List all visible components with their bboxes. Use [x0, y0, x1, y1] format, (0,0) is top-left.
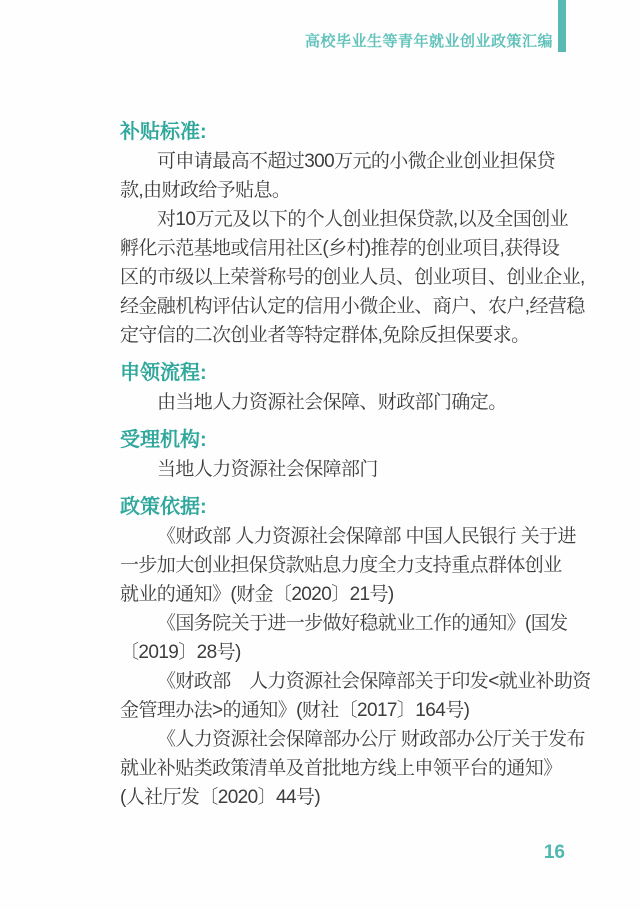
- paragraph-agency: [120, 455, 568, 484]
- text-line: 《财政部 人力资源社会保障部关于印发<就业补助资: [157, 671, 591, 692]
- section-heading-policy-basis: 政策依据:: [120, 496, 207, 518]
- text-line: 由当地人力资源社会保障、财政部门确定。: [157, 392, 507, 413]
- text-line: 定守信的二次创业者等特定群体,免除反担保要求。: [120, 325, 530, 346]
- text-line: 区的市级以上荣誉称号的创业人员、创业项目、创业企业,: [120, 267, 585, 288]
- text-line: 《人力资源社会保障部办公厅 财政部办公厅关于发布: [157, 729, 585, 750]
- paragraph-process: [120, 388, 568, 417]
- text-line: 就业补贴类政策清单及首批地方线上申领平台的通知》: [120, 758, 562, 779]
- text-line: 《国务院关于进一步做好稳就业工作的通知》(国发: [157, 613, 568, 634]
- text-line: 当地人力资源社会保障部门: [157, 459, 378, 480]
- text-line: (人社厅发〔2020〕44号): [120, 787, 321, 808]
- text-line: 经金融机构评估认定的信用小微企业、商户、农户,经营稳: [120, 296, 585, 317]
- section-heading-application-process: 申领流程:: [120, 362, 207, 384]
- paragraph-policy-4: [120, 725, 585, 812]
- section-heading-subsidy-standard: 补贴标准:: [120, 121, 207, 143]
- paragraph-subsidy-1: [120, 147, 568, 205]
- text-line: 就业的通知》(财金〔2020〕21号): [120, 584, 394, 605]
- text-line: 〔2019〕28号): [120, 642, 241, 663]
- text-line: 金管理办法>的通知》(财社〔2017〕164号): [120, 700, 470, 721]
- running-head-title: 高校毕业生等青年就业创业政策汇编: [304, 33, 553, 50]
- header-accent-bar: [558, 0, 566, 52]
- text-line: 一步加大创业担保贷款贴息力度全力支持重点群体创业: [120, 555, 562, 576]
- section-heading-accepting-agency: 受理机构:: [120, 429, 207, 451]
- text-line: 对10万元及以下的个人创业担保贷款,以及全国创业: [157, 209, 569, 230]
- paragraph-policy-1: [120, 522, 576, 609]
- paragraph-policy-2: [120, 609, 568, 667]
- content-area: [120, 118, 591, 812]
- paragraph-policy-3: [120, 667, 591, 725]
- text-line: 《财政部 人力资源社会保障部 中国人民银行 关于进: [157, 526, 576, 547]
- text-line: 可申请最高不超过300万元的小微企业创业担保贷: [157, 151, 555, 172]
- paragraph-subsidy-2: [120, 205, 585, 350]
- text-line: 孵化示范基地或信用社区(乡村)推荐的创业项目,获得设: [120, 238, 560, 259]
- page-number: 16: [543, 842, 565, 863]
- text-line: 款,由财政给予贴息。: [120, 180, 291, 201]
